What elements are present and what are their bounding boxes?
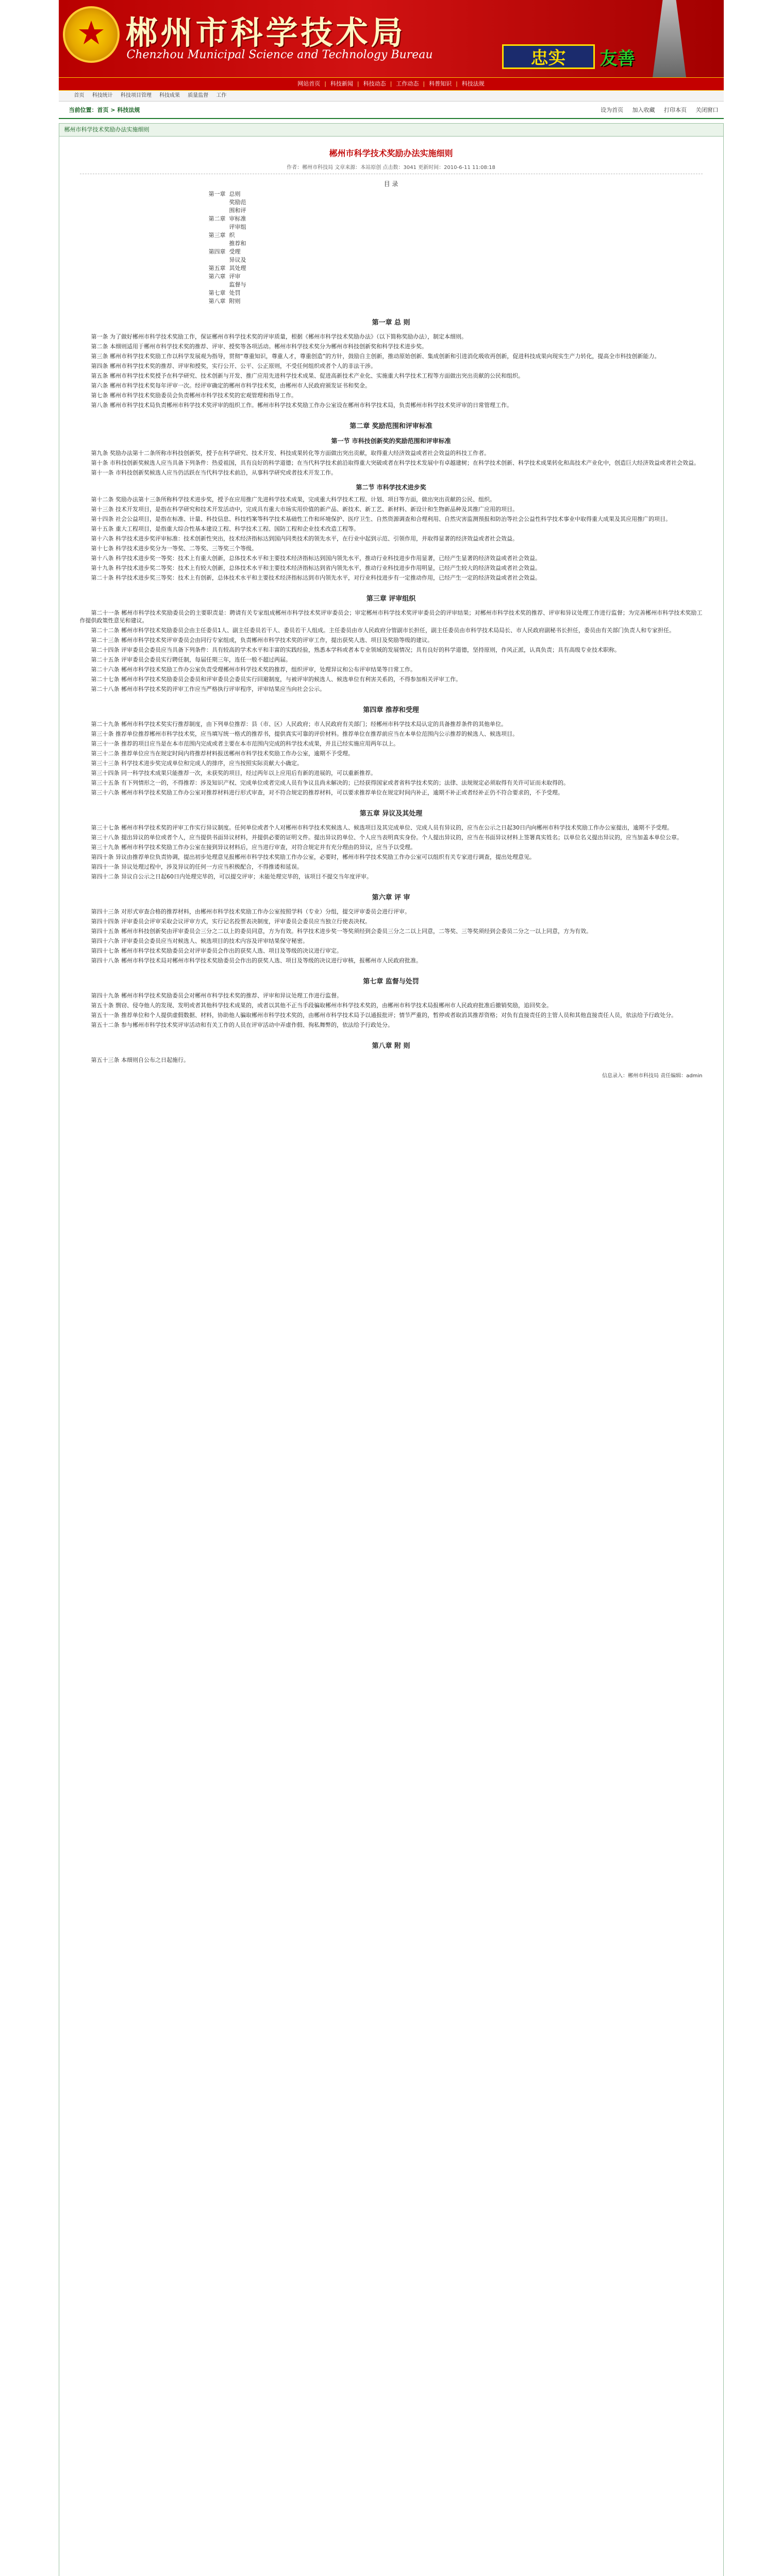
chapter-title: 第一章 总 则 [372, 319, 410, 327]
sub-nav [59, 91, 724, 101]
article-paragraph: 第二十三条 郴州市科学技术奖评审委员会由同行专家组成，负责郴州市科学技术奖的评审工作，提出获奖人选、项目及奖励等级的建议。 [91, 637, 433, 643]
add-favorite-link[interactable]: 加入收藏 [632, 107, 655, 113]
article-paragraph: 第二十六条 郴州市科学技术奖励工作办公室负责受理郴州市科学技术奖的推荐，组织评审，处理异议和公布评审结果等日常工作。 [91, 666, 416, 673]
article-paragraph: 第三条 郴州市科学技术奖励工作以科学发展观为指导，贯彻“尊重知识，尊重人才，尊重创造”的方针，鼓励自主创新，推动原始创新、集成创新和引进消化吸收再创新，促进科技成果向现实生产力转化，提高全市科技创新能力。 [91, 353, 660, 360]
article-paragraph: 第三十九条 郴州市科学技术奖励工作办公室在接到异议材料后，应当进行审查，对符合规定并有充分理由的异议，应当予以受理。 [91, 844, 416, 851]
toc-chapter-title: 总则 [229, 191, 241, 197]
toc-item [209, 273, 703, 281]
article-paragraph: 第十三条 技术开发项目，是指在科学研究和技术开发活动中，完成具有重大市场实用价值的新产品、新技术、新工艺、新材料、新设计和生物新品种及其推广应用的项目。 [91, 506, 518, 513]
toc-item [209, 190, 703, 198]
article-paragraph: 第十一条 市科技创新奖候选人应当仍活跃在当代科学技术前沿，从事科学研究或者技术开发工作。 [91, 469, 337, 476]
site-title-en: Chenzhou Municipal Science and Technology Bureau [126, 48, 433, 61]
article-paragraph: 第四十五条 郴州市科技创新奖由评审委员会三分之二以上的委员同意，方为有效。科学技术进步奖一等奖须经到会委员三分之二以上同意，二等奖、三等奖须经到会委员二分之一以上同意，方为有效。 [91, 928, 592, 935]
subnav-item[interactable]: 工作 [216, 93, 227, 98]
article-paragraph: 第五十三条 本细则自公布之日起施行。 [91, 1057, 189, 1063]
article-paragraph: 第五十二条 参与郴州市科学技术奖评审活动和有关工作的人员在评审活动中弄虚作假、徇私舞弊的，依法给予行政处分。 [91, 1022, 393, 1028]
article-paragraph: 第四十二条 异议自公示之日起60日内处理完毕的，可以提交评审；未能处理完毕的，该项目不提交当年度评审。 [91, 873, 372, 880]
toc-chapter-title: 奖励范围和评审标准 [229, 199, 246, 222]
article-paragraph: 第二十七条 郴州市科学技术奖励委员会委员和评审委员会委员实行回避制度，与被评审的候选人、候选单位有利害关系的，不得参加相关评审工作。 [91, 676, 461, 683]
article-paragraph: 第一条 为了做好郴州市科学技术奖励工作，保证郴州市科学技术奖的评审质量，根据《郴州市科学技术奖励办法》（以下简称奖励办法），制定本细则。 [91, 333, 467, 340]
article-paragraph: 第四十八条 郴州市科学技术局对郴州市科学技术奖励委员会作出的获奖人选、项目及等级的决议进行审核，报郴州市人民政府批准。 [91, 957, 422, 964]
article-paragraph: 第三十五条 有下列情形之一的，不得推荐：涉及知识产权、完成单位或者完成人员有争议且尚未解决的；已经获得国家或者省科学技术奖的；法律、法规规定必须取得有关许可证而未取得的。 [91, 779, 569, 786]
article-paragraph: 第五十一条 推荐单位和个人提供虚假数据、材料，协助他人骗取郴州市科学技术奖的，由郴州市科学技术局予以通报批评；情节严重的，暂停或者取消其推荐资格；对负有直接责任的主管人员和其他直接责任人员，依法给予行政处分。 [91, 1012, 677, 1019]
nav-dynamics[interactable]: 科技动态 [363, 80, 386, 87]
toc-chapter-number: 第六章 [208, 273, 226, 280]
site-title: 郴州市科学技术局 [125, 14, 406, 52]
section-title: 第二节 市科学技术进步奖 [356, 484, 426, 491]
toc-chapter-number: 第七章 [208, 290, 226, 296]
article-paragraph: 第四十四条 评审委员会评审采取会议评审方式，实行记名投票表决制度，评审委员会委员应当独立行使表决权。 [91, 918, 371, 925]
article [59, 137, 723, 2576]
toc-chapter-number: 第八章 [208, 298, 226, 304]
chapter-title: 第三章 评审组织 [366, 595, 416, 603]
toc-item [209, 198, 703, 223]
article-paragraph: 第二十八条 郴州市科学技术奖的评审工作应当严格执行评审程序，评审结果应当向社会公示。 [91, 686, 325, 692]
toc-item [209, 256, 703, 273]
article-paragraph: 第二条 本细则适用于郴州市科学技术奖的推荐、评审、授奖等各项活动。郴州市科学技术奖分为郴州市科技创新奖和科学技术进步奖。 [91, 343, 427, 350]
article-paragraph: 第八条 郴州市科学技术局负责郴州市科学技术奖评审的组织工作。郴州市科学技术奖励工作办公室设在郴州市科学技术局，负责郴州市科学技术奖评审的日常管理工作。 [91, 402, 512, 409]
toc-item [209, 297, 703, 306]
article-meta: 作者：郴州市科技局 文章来源：本站原创 点击数：3041 更新时间：2010-6-11 11:08:18 [80, 163, 703, 174]
article-paragraph: 第二十二条 郴州市科学技术奖励委员会由主任委员1人、副主任委员若干人、委员若干人组成。主任委员由市人民政府分管副市长担任，副主任委员由市科学技术局局长、市人民政府副秘书长担任，委员由有关部门负责人和专家担任。 [91, 627, 675, 634]
set-homepage-link[interactable]: 设为首页 [601, 107, 623, 113]
article-paragraph: 第四十九条 郴州市科学技术奖励委员会对郴州市科学技术奖的推荐、评审和异议处理工作进行监督。 [91, 992, 342, 999]
slogan-text: 友善 [600, 48, 635, 69]
subnav-item[interactable]: 科技统计 [92, 93, 113, 98]
nav-home[interactable]: 网站首页 [297, 80, 321, 87]
article-paragraph: 第四十六条 评审委员会委员应当对候选人、候选项目的技术内容及评审结果保守秘密。 [91, 938, 308, 944]
chapter-title: 第七章 监督与处罚 [363, 978, 419, 986]
article-paragraph: 第五十条 剽窃、侵夺他人的发现、发明或者其他科学技术成果的，或者以其他不正当手段骗取郴州市科学技术奖的，由郴州市科学技术局报郴州市人民政府批准后撤销奖励，追回奖金。 [91, 1002, 552, 1009]
article-paragraph: 第九条 奖励办法第十二条所称市科技创新奖，授予在科学研究、技术开发、科技成果转化等方面做出突出贡献，取得重大经济效益或者社会效益的科技工作者。 [91, 450, 490, 456]
article-paragraph: 第十五条 重大工程项目，是指重大综合性基本建设工程、科学技术工程、国防工程和企业技术改造工程等。 [91, 526, 359, 532]
nav-popular-science[interactable]: 科普知识 [429, 80, 452, 87]
article-sign: 信息录入：郴州市科技局 责任编辑：admin [602, 1073, 703, 1079]
article-paragraph: 第三十一条 推荐的项目应当是在本市范围内完成或者主要在本市范围内完成的科学技术成果，并且已经实施应用两年以上。 [91, 740, 399, 747]
article-paragraph: 第十四条 社会公益项目，是指在标准、计量、科技信息、科技档案等科学技术基础性工作和环境保护、医疗卫生、自然资源调查和合理利用、自然灾害监测预报和防治等社会公益性科学技术事业中取得重大成果及其应用推广的项目。 [91, 516, 671, 522]
article-title: 郴州市科学技术奖励办法实施细则 [329, 148, 453, 158]
header-banner [59, 0, 724, 77]
main-nav: 网站首页 | 科技新闻 | 科技动态 | 工作动态 | 科普知识 | 科技法规 [59, 77, 724, 91]
chapter-title: 第五章 异议及其处理 [359, 810, 423, 818]
article-body [80, 317, 703, 1064]
chapter-title: 第六章 评 审 [372, 894, 410, 902]
subnav-item[interactable]: 首页 [74, 93, 85, 98]
article-paragraph: 第七条 郴州市科学技术奖励委员会负责郴州市科学技术奖的宏观管理和指导工作。 [91, 392, 297, 399]
chapter-title: 第二章 奖励范围和评审标准 [350, 422, 432, 430]
frame-heading: 郴州市科学技术奖励办法实施细则 [59, 124, 723, 137]
toc-chapter-title: 异议及其处理 [229, 257, 246, 272]
article-paragraph: 第二十条 科学技术进步奖三等奖：技术上有创新，总体技术水平和主要技术经济指标达到市内领先水平，对行业科技进步有一定推动作用，已经产生一定的经济效益或者社会效益。 [91, 574, 541, 581]
nav-work[interactable]: 工作动态 [396, 80, 419, 87]
article-paragraph: 第二十九条 郴州市科学技术奖实行推荐制度，由下列单位推荐：县（市、区）人民政府；市人民政府有关部门；经郴州市科学技术局认定的具备推荐条件的其他单位。 [91, 721, 507, 727]
page-tools [593, 106, 719, 114]
toc-chapter-title: 评审 [229, 273, 241, 280]
article-paragraph: 第四十三条 对形式审查合格的推荐材料，由郴州市科学技术奖励工作办公室按照学科（专业）分组，提交评审委员会进行评审。 [91, 908, 410, 915]
article-paragraph: 第二十一条 郴州市科学技术奖励委员会的主要职责是：聘请有关专家组成郴州市科学技术奖评审委员会；审定郴州市科学技术奖评审委员会的评审结果；对郴州市科学技术奖的推荐、评审和异议处理工作进行监督；为完善郴州市科学技术奖励工作提供政策性意见和建议。 [79, 609, 703, 624]
toc-item [209, 240, 703, 256]
subnav-item[interactable]: 质量监督 [188, 93, 209, 98]
subnav-item[interactable]: 科技成果 [159, 93, 180, 98]
toc-title: 目 录 [384, 180, 398, 188]
article-paragraph: 第三十七条 郴州市科学技术奖的评审工作实行异议制度。任何单位或者个人对郴州市科学技术奖候选人、候选项目及其完成单位、完成人员有异议的，应当在公示之日起30日内向郴州市科学技术奖励工作办公室提出，逾期不予受理。 [91, 824, 673, 831]
toc-item [209, 281, 703, 297]
article-paragraph: 第四条 郴州市科学技术奖的推荐、评审和授奖，实行公开、公平、公正原则，不受任何组织或者个人的非法干涉。 [91, 363, 376, 369]
toc-chapter-number: 第一章 [208, 191, 226, 197]
statue-image [636, 0, 703, 77]
chapter-title: 第四章 推荐和受理 [363, 706, 419, 714]
article-paragraph: 第三十二条 推荐单位应当在规定时间内将推荐材料报送郴州市科学技术奖励工作办公室，逾期不予受理。 [91, 750, 354, 757]
article-paragraph: 第三十三条 科学技术进步奖完成单位和完成人的排序，应当按照实际贡献大小确定。 [91, 760, 303, 767]
article-paragraph: 第十二条 奖励办法第十三条所称科学技术进步奖，授予在应用推广先进科学技术成果，完成重大科学技术工程、计划、项目等方面，做出突出贡献的公民、组织。 [91, 496, 495, 503]
article-paragraph: 第六条 郴州市科学技术奖每年评审一次。经评审确定的郴州市科学技术奖，由郴州市人民政府颁发证书和奖金。 [91, 382, 371, 389]
toc-chapter-number: 第五章 [208, 265, 226, 272]
toc-chapter-number: 第二章 [208, 215, 226, 222]
article-paragraph: 第十七条 科学技术进步奖分为一等奖、二等奖、三等奖三个等级。 [91, 545, 257, 552]
slogan-badge: 忠实 [502, 44, 595, 69]
article-paragraph: 第三十八条 提出异议的单位或者个人，应当提供书面异议材料，并提供必要的证明文件。提出异议的单位、个人应当表明真实身份。个人提出异议的，应当在书面异议材料上签署真实姓名；以单位名义提出异议的，应当加盖本单位公章。 [91, 834, 683, 841]
page [59, 0, 724, 2576]
table-of-contents [209, 190, 703, 306]
breadcrumb: 当前位置：首页 > 科技法规 [69, 107, 140, 113]
breadcrumb-bar [59, 101, 724, 119]
article-paragraph: 第四十条 异议由推荐单位负责协调，提出初步处理意见报郴州市科学技术奖励工作办公室，必要时，郴州市科学技术奖励工作办公室可以组织有关专家进行调查，提出处理意见。 [91, 854, 535, 860]
section-title: 第一节 市科技创新奖的奖励范围和评审标准 [331, 437, 451, 445]
toc-chapter-title: 评审组织 [229, 224, 246, 239]
article-paragraph: 第三十条 推荐单位推荐郴州市科学技术奖，应当填写统一格式的推荐书，提供真实可靠的评价材料。推荐单位在推荐前应当在本单位范围内公示推荐的候选人、候选项目。 [91, 731, 518, 737]
toc-chapter-title: 监督与处罚 [229, 281, 246, 296]
chapter-title: 第八章 附 则 [372, 1042, 410, 1050]
article-paragraph: 第十条 市科技创新奖候选人应当具备下列条件：热爱祖国，具有良好的科学道德；在当代科学技术前沿取得重大突破或者在科学技术发展中有卓越建树；在科学技术创新、科学技术成果转化和高技术产业化中，创造巨大经济效益或者社会效益。 [91, 460, 700, 466]
article-paragraph: 第三十四条 同一科学技术成果只能推荐一次，未获奖的项目，经过两年以上应用后有新的进展的，可以重新推荐。 [91, 770, 376, 776]
article-paragraph: 第三十六条 郴州市科学技术奖励工作办公室对推荐材料进行形式审查，对不符合规定的推荐材料，可以要求推荐单位在规定时间内补正，逾期不补正或者经补正仍不符合要求的，不予受理。 [91, 789, 563, 796]
print-page-link[interactable]: 打印本页 [664, 107, 687, 113]
nav-news[interactable]: 科技新闻 [330, 80, 353, 87]
toc-chapter-title: 附则 [229, 298, 241, 304]
article-paragraph: 第十六条 科学技术进步奖评审标准：技术创新性突出，技术经济指标达到国内同类技术的领先水平，在行业中起到示范、引领作用，并取得显著的经济效益或者社会效益。 [91, 535, 518, 542]
content-frame [59, 123, 724, 2576]
toc-chapter-number: 第四章 [208, 248, 226, 255]
toc-item [209, 223, 703, 240]
toc-chapter-number: 第三章 [208, 232, 226, 239]
close-window-link[interactable]: 关闭窗口 [695, 107, 719, 113]
article-paragraph: 第四十七条 郴州市科学技术奖励委员会对评审委员会作出的获奖人选、项目及等级的决议进行审定。 [91, 947, 342, 954]
article-paragraph: 第二十四条 评审委员会委员应当具备下列条件：具有较高的学术水平和丰富的实践经验，熟悉本学科或者本专业领域的发展情况；具有良好的科学道德，坚持原则，作风正派，认真负责；具有高级专业技术职称。 [91, 647, 620, 653]
nav-regulations[interactable]: 科技法规 [461, 80, 485, 87]
article-paragraph: 第二十五条 评审委员会委员实行聘任制，每届任期三年，连任一般不超过两届。 [91, 656, 291, 663]
article-paragraph: 第四十一条 异议处理过程中，涉及异议的任何一方应当积极配合，不得推诿和延误。 [91, 863, 303, 870]
article-paragraph: 第十九条 科学技术进步奖二等奖：技术上有较大创新，总体技术水平和主要技术经济指标达到省内领先水平，推动行业科技进步作用明显，已经产生较大的经济效益或者社会效益。 [91, 565, 541, 571]
national-emblem-icon [63, 6, 120, 63]
subnav-item[interactable]: 科技项目管理 [120, 93, 152, 98]
article-paragraph: 第五条 郴州市科学技术奖授予在科学研究、技术创新与开发、推广应用先进科学技术成果、促进高新技术产业化、实施重大科学技术工程等方面做出突出贡献的公民和组织。 [91, 372, 524, 379]
toc-chapter-title: 推荐和受理 [229, 240, 246, 255]
article-paragraph: 第十八条 科学技术进步奖一等奖：技术上有重大创新，总体技术水平和主要技术经济指标达到国内领先水平，推动行业科技进步作用显著，已经产生显著的经济效益或者社会效益。 [91, 555, 541, 562]
